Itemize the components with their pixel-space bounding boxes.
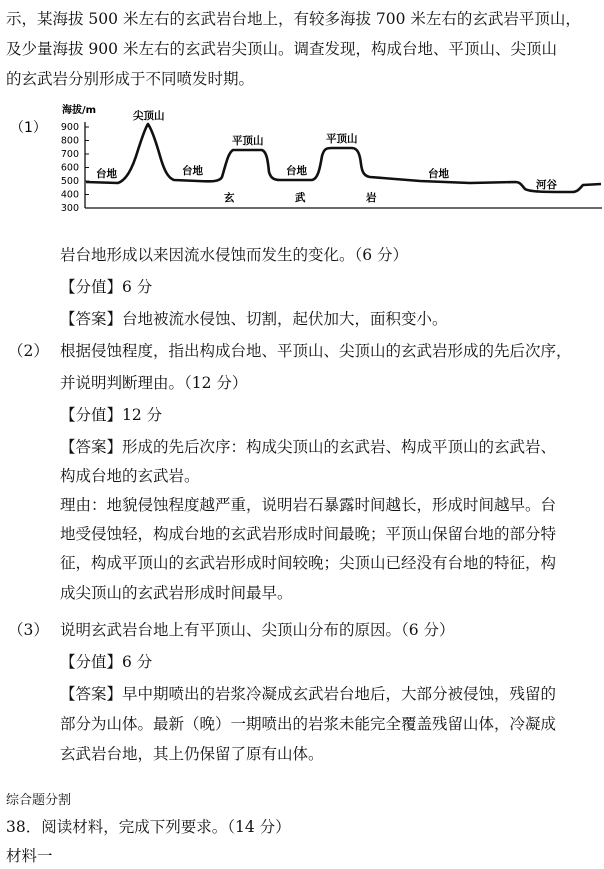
q1-number: （1） <box>10 120 47 136</box>
q2-reason-3: 征，构成平顶山的玄武岩形成时间较晚；尖顶山已经没有台地的特征，构 <box>60 554 557 572</box>
y-tick-700: 700 <box>60 149 79 160</box>
q2-score: 【分值】12 分 <box>60 406 163 424</box>
q38-heading: 38．阅读材料，完成下列要求。（14 分） <box>6 818 291 836</box>
label-platform-4: 台地 <box>428 168 449 180</box>
intro-line-3: 的玄武岩分别形成于不同喷发时期。 <box>6 70 255 88</box>
y-tick-600: 600 <box>60 162 79 174</box>
y-tick-900: 900 <box>60 122 79 133</box>
q2-answer-2: 构成台地的玄武岩。 <box>60 467 200 485</box>
q3-answer-1: 【答案】早中期喷出的岩浆冷凝成玄武岩台地后，大部分被侵蚀，残留的 <box>60 685 557 703</box>
label-platform-2: 台地 <box>182 165 203 177</box>
q2-number: （2） <box>8 342 49 360</box>
intro-line-2: 及少量海拔 900 米左右的玄武岩尖顶山。调查发现，构成台地、平顶山、尖顶山 <box>6 40 557 58</box>
q2-answer-1: 【答案】形成的先后次序：构成尖顶山的玄武岩、构成平顶山的玄武岩、 <box>60 438 557 456</box>
elevation-profile-figure <box>0 100 604 218</box>
q3-number: （3） <box>8 621 49 639</box>
y-axis-title: 海拔/m <box>62 105 97 116</box>
y-tick-500: 500 <box>60 176 79 187</box>
label-mesa-1: 平顶山 <box>232 135 264 147</box>
label-peak: 尖顶山 <box>133 110 165 122</box>
label-platform-3: 台地 <box>286 165 307 177</box>
landform-labels <box>96 109 557 204</box>
y-tick-300: 300 <box>60 203 79 214</box>
label-basalt-1: 玄 <box>224 192 235 204</box>
label-platform-1: 台地 <box>96 168 117 180</box>
y-tick-800: 800 <box>60 135 79 147</box>
q3-answer-3: 玄武岩台地，其上仍保留了原有山体。 <box>60 745 324 763</box>
q1-text: 岩台地形成以来因流水侵蚀而发生的变化。（6 分） <box>60 246 409 264</box>
q2-text-1: 根据侵蚀程度，指出构成台地、平顶山、尖顶山的玄武岩形成的先后次序， <box>60 342 572 360</box>
label-basalt-2: 武 <box>295 192 306 204</box>
q2-reason-2: 地受侵蚀轻，构成台地的玄武岩形成时间最晚；平顶山保留台地的部分特 <box>60 525 557 543</box>
q3-score: 【分值】6 分 <box>60 653 153 671</box>
y-tick-400: 400 <box>60 189 79 201</box>
intro-line-1: 示，某海拔 500 米左右的玄武岩台地上，有较多海拔 700 米左右的玄武岩平顶山， <box>6 10 581 28</box>
label-valley: 河谷 <box>536 179 557 191</box>
section-split-label: 综合题分割 <box>6 793 72 808</box>
q1-score: 【分值】6 分 <box>60 278 153 296</box>
q1-answer: 【答案】台地被流水侵蚀、切割，起伏加大，面积变小。 <box>60 310 448 328</box>
q2-reason-1: 理由：地貌侵蚀程度越严重，说明岩石暴露时间越长，形成时间越早。台 <box>60 496 557 514</box>
q3-answer-2: 部分为山体。最新（晚）一期喷出的岩浆未能完全覆盖残留山体，冷凝成 <box>60 715 557 733</box>
material-one-label: 材料一 <box>6 847 53 865</box>
label-basalt-3: 岩 <box>366 192 377 204</box>
label-mesa-2: 平顶山 <box>326 133 358 145</box>
q2-text-2: 并说明判断理由。（12 分） <box>60 374 248 392</box>
q2-reason-4: 成尖顶山的玄武岩形成时间最早。 <box>60 584 293 602</box>
q3-text: 说明玄武岩台地上有平顶山、尖顶山分布的原因。（6 分） <box>60 621 455 639</box>
